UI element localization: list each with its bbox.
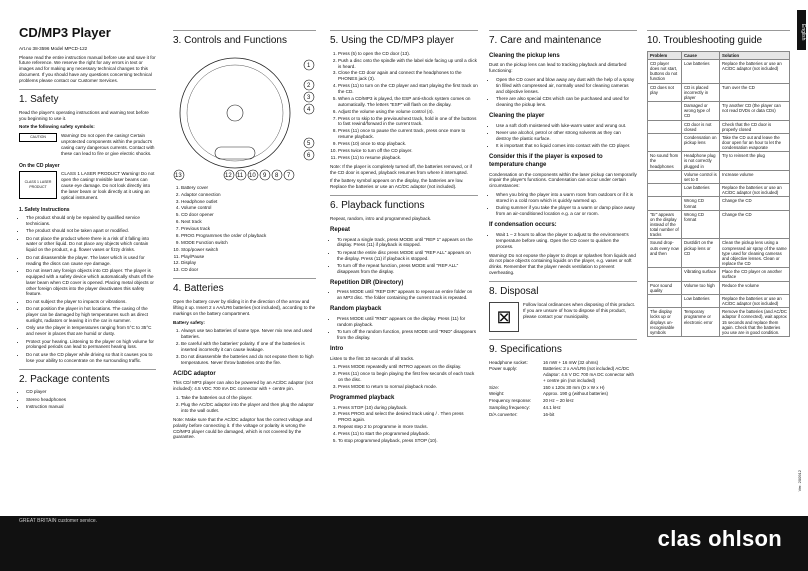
svg-text:3: 3 — [307, 94, 311, 101]
svg-text:7: 7 — [287, 172, 291, 179]
lens-list — [496, 77, 637, 108]
divider — [19, 89, 156, 90]
table-cell — [648, 268, 682, 281]
divider — [489, 339, 637, 340]
list-item: 3. Do not disassemble the batteries and do not expose them to high temperatures. Never throw batteries onto the fire. — [181, 354, 316, 366]
if-condensation-list — [496, 232, 637, 250]
list-item: • To repeat the entire disc press MODE until "REP ALL" appears on the display. Press (11) if playback is stopped. — [337, 250, 478, 262]
list-item: 3. Close the CD door again and connect the headphones to the PHONES jack (3). — [338, 70, 478, 82]
list-item: 3. Press MODE to return to normal playback mode. — [338, 384, 478, 390]
column-intro-safety — [19, 22, 156, 413]
random-list — [337, 316, 478, 341]
table-row — [648, 281, 790, 294]
spec-key: Size: — [489, 384, 500, 390]
caution-block — [19, 133, 156, 160]
table-row — [648, 152, 790, 170]
table-cell: Poor sound quality — [648, 281, 682, 294]
table-cell: Wrong CD format — [682, 197, 720, 210]
column-usage — [330, 22, 478, 447]
list-item: 10. Press twice to turn off the CD player. — [338, 148, 478, 154]
troubleshooting-heading: 10. Troubleshooting guide — [647, 35, 763, 46]
table-row — [648, 184, 790, 197]
divider — [173, 278, 316, 279]
table-cell: Damaged or wrong type of CD — [682, 102, 720, 120]
table-row — [648, 120, 790, 133]
table-row — [648, 102, 790, 120]
intro-paragraph: Listen to the first 10 seconds of all tracks. — [330, 355, 415, 361]
divider — [647, 30, 790, 31]
clean-list — [496, 123, 637, 150]
table-cell — [648, 102, 682, 120]
programmed-heading: Programmed playback — [330, 394, 395, 401]
list-item: • It is important that no liquid comes into contact with the CD player. — [496, 143, 637, 149]
label-heading: On the CD player — [19, 162, 60, 169]
language-tab: English — [797, 10, 806, 50]
doc-title: CD/MP3 Player — [19, 25, 111, 40]
table-cell: Place the CD player on another surface — [720, 268, 790, 281]
adaptor-list — [181, 395, 316, 414]
safety-paragraph: Read the player's operating instructions and warning text before you beginning to use it. — [19, 109, 149, 121]
repeat-list — [337, 237, 478, 275]
divider — [19, 369, 156, 370]
list-item: • Wait 1 – 2 hours to allow the player to adjust to the environment's temperature before using. Open the CD cover to quicken the process. — [496, 232, 637, 250]
table-cell: Reduce the volume — [720, 281, 790, 294]
divider — [330, 30, 478, 31]
table-row — [648, 133, 790, 151]
laser-text: CLASS 1 LASER PRODUCT Warning! Do not open the casing! Invisible laser beams can cause eye damage. Do not look directly into the laser beam or look directly at it using an optical instrument. — [61, 171, 155, 200]
list-item: 12. Display — [181, 260, 316, 266]
list-item: 4. Press (11) to turn on the CD player and start playing the first track on the CD. — [338, 83, 478, 95]
list-item: 8. PROG Programmes the order of playback — [181, 233, 316, 239]
spec-key: D/A converter: — [489, 411, 518, 417]
list-item: 9. MODE Function switch — [181, 240, 316, 246]
svg-text:5: 5 — [307, 140, 311, 147]
svg-text:12: 12 — [225, 172, 232, 179]
table-cell: Replace the batteries or use an AC/DC adaptor (not included) — [720, 294, 790, 307]
specs-grid — [489, 360, 637, 418]
playback-paragraph: Repeat, random, intro and programmed playback. — [330, 215, 432, 221]
list-item: • Protect your hearing. Listening to the player on high volume for prolonged periods can lead to permanent hearing loss. — [26, 339, 156, 351]
header-cell: Solution — [720, 51, 790, 59]
list-item: 4. Press (11) to start the programmed playback. — [338, 431, 478, 437]
list-item: • Press MODE until "RND" appears on the display. Press (11) for random playback. — [337, 316, 478, 328]
table-cell: The display locks up or displays un-recognisable symbols — [648, 308, 682, 337]
svg-text:1: 1 — [307, 62, 311, 69]
list-item: • Open the CD cover and blow away any dust with the help of a spray tin filled with compressed air, normally used for cleaning cameras and objective lenses. — [496, 77, 637, 95]
column-care — [489, 22, 637, 417]
list-item: • Do not use the CD player while driving so that it causes you to lose your ability to concentrate on the surrounding traffic. — [26, 352, 156, 364]
table-cell: CD door is not closed — [682, 120, 720, 133]
list-item: 11. Play/Pause — [181, 254, 316, 260]
table-cell: Wrong CD format — [682, 210, 720, 239]
playback-heading: 6. Playback functions — [330, 200, 425, 212]
instructions-heading: 1. Safety Instructions — [19, 206, 70, 213]
list-item: 2. Plug the AC/DC adaptor into the player and then plug the adaptor into the wall outlet. — [181, 402, 316, 414]
table-row — [648, 239, 790, 268]
troubleshooting-table — [647, 51, 790, 337]
svg-text:8: 8 — [275, 172, 279, 179]
list-item: 8. Press (11) once to pause the current track, press once more to resume playback. — [338, 128, 478, 140]
list-item: • During summer if you take the player to a warm or damp place away from an air-conditioned location e.g. a car or room. — [496, 205, 637, 217]
list-item: 1. Always use two batteries of same type. Never mix new and used batteries. — [181, 328, 316, 340]
svg-text:6: 6 — [307, 152, 311, 159]
random-heading: Random playback — [330, 306, 382, 313]
list-item: • Stereo headphones — [26, 397, 156, 403]
table-cell: Sound drop-outs every now and then — [648, 239, 682, 268]
list-item: 2. Be careful with the batteries' polarity. If one of the batteries is inserted incorrectly it can cause leakage. — [181, 341, 316, 353]
table-cell — [648, 170, 682, 183]
safety-heading: 1. Safety — [19, 93, 59, 105]
table-cell: "Er" appears on the display instead of the total number of tracks — [648, 210, 682, 239]
table-cell: Dust/dirt on the pickup lens or CD — [682, 239, 720, 268]
list-item: • Only use the player in temperatures ranging from 5°C to 35°C and never in places that are humid or dusty. — [26, 325, 156, 337]
list-item: • Use a soft cloth moistened with luke-warm water and wrung out. — [496, 123, 637, 129]
list-item: • CD player — [26, 389, 156, 395]
warning-paragraph: Warning! Do not expose the player to drops or splashes from liquids and do not place objects containing liquids on the player, e.g. vases or soft drinks. Remember that the player needs ventilation to prevent overheating. — [489, 252, 636, 276]
column-controls — [173, 22, 316, 443]
spec-value: 16 mW + 16 mW (32 ohms) — [543, 359, 599, 365]
list-item: 9. Press (10) once to stop playback. — [338, 141, 478, 147]
table-cell: Increase volume — [720, 170, 790, 183]
list-item: 1. Press MODE repeatedly until INTRO appears on the display. — [338, 364, 478, 370]
list-item: 5. CD door opener — [181, 212, 316, 218]
table-body — [648, 59, 790, 336]
condensation-heading: Consider this if the player is exposed to temperature change — [489, 154, 603, 168]
list-item: • Do not subject the player to impacts or vibrations. — [26, 299, 156, 305]
table-cell: Vibrating surface — [682, 268, 720, 281]
table-cell: Check that the CD door is properly closed — [720, 120, 790, 133]
table-cell: Change the CD — [720, 197, 790, 210]
wheelie-bin-icon: ⊠ — [489, 302, 519, 332]
list-item: 1. Press (5) to open the CD door (13). — [338, 51, 478, 57]
table-cell: Change the CD — [720, 210, 790, 239]
footer-bar — [0, 516, 808, 571]
list-item: 5. When a CD/MP3 is played, the ESP anti-shock system comes on automatically. The letters "ESP" will flash on the display. — [338, 96, 478, 108]
table-header-row — [648, 51, 790, 59]
list-item: • Never use alcohol, petrol or other strong solvents as they can destroy the plastic surface. — [496, 130, 637, 142]
table-cell: Low batteries — [682, 294, 720, 307]
list-item: 3. Headphone outlet — [181, 199, 316, 205]
spec-key: Power supply: — [489, 366, 518, 372]
list-item: • Press MODE until "REP DIR" appears to repeat an entire folder on an MP3 disc. The folder containing the current track is repeated. — [337, 289, 478, 301]
list-item: • To turn off the random function, press MODE until "RND" disappears from the display. — [337, 329, 478, 341]
contact-text: GREAT BRITAIN customer service. — [19, 518, 98, 524]
table-cell: Take the CD out and leave the door open for an hour to let the condensation evaporate — [720, 133, 790, 151]
caution-text: Warning! Do not open the casing! Certain unprotected components within the product's casing carry dangerous currents. Contact with these can lead to fire or give electric shocks. — [61, 133, 155, 156]
adaptor-note: Note: Make sure that the AC/DC adaptor has the correct voltage and polarity before connecting it. If the voltage or polarity is wrong the CD/MP3 player could be damaged, which is not covered by the guarantee. — [173, 416, 313, 440]
list-item: 3. Repeat step 2 to programme in more tracks. — [338, 424, 478, 430]
spec-key: Weight: — [489, 391, 505, 397]
usage-note: Note: If the player is completely turned off, the batteries removed, or if the CD door is opened, playback resumes from where it interrupted. — [330, 163, 472, 175]
list-item: 4. Volume control — [181, 205, 316, 211]
laser-label-icon: CLASS 1 LASER PRODUCT — [19, 171, 57, 199]
svg-text:10: 10 — [249, 172, 256, 179]
list-item: • Do not place the product where there is a risk of it falling into water or other liquid. Do not place any objects which contain liquid on the product, e.g. flower vases or fizzy drinks. — [26, 236, 156, 254]
list-item: 2. Press PROG and select the desired track using / . Then press PROG again. — [338, 411, 478, 423]
list-item: 11. Press (11) to resume playback. — [338, 155, 478, 161]
header-cell: Problem — [648, 51, 682, 59]
list-item: 1. Battery cover — [181, 185, 316, 191]
intro-paragraph: Please read the entire instruction manual before use and save it for future reference. We reserve the right for any errors in text or images and for making any necessary technical changes to this document. If you should have any questions concerning technical problems please contact our Customer Services. — [19, 54, 156, 83]
svg-text:13: 13 — [175, 172, 182, 179]
table-cell: Replace the batteries or use an AC/DC adaptor (not included) — [720, 59, 790, 83]
table-cell: Low batteries — [682, 184, 720, 197]
lens-paragraph: Dust on the pickup lens can lead to tracking playback and disturbed functioning: — [489, 62, 627, 74]
safety-note: Note the following safety symbols: — [19, 124, 95, 130]
list-item: • There are also special CDs which can be purchased and used for cleaning the pickup lens. — [496, 96, 637, 108]
table-cell: Temporary programme or electronic error — [682, 308, 720, 337]
table-cell: Replace the batteries or use an AC/DC adaptor (not included) — [720, 184, 790, 197]
table-cell: Volume too high — [682, 281, 720, 294]
specs-heading: 9. Specifications — [489, 343, 562, 355]
disposal-paragraph: Follow local ordinances when disposing of this product. If you are unsure of how to dispose of this product, please contact your municipality. — [523, 301, 636, 319]
table-cell: CD is placed incorrectly in player — [682, 83, 720, 101]
condensation-paragraph: Condensation on the components within the laser pickup can temporarily impair the player's functions. Condensation can occur under certain circumstances: — [489, 171, 637, 189]
intro-heading: Intro — [330, 345, 344, 352]
table-cell: Volume control is set to 0 — [682, 170, 720, 183]
list-item: 2. Press (11) once to begin playing the first few seconds of each track on the disc. — [338, 371, 478, 383]
list-item: • To repeat a single track, press MODE until "REP 1" appears on the display. Press (11) if playback is stopped. — [337, 237, 478, 249]
table-cell — [648, 197, 682, 210]
article-number: Art.no 38-3596 Model MPCD-122 — [19, 45, 88, 51]
spec-key: Frequency response: — [489, 398, 532, 404]
spec-value: 44.1 kHz — [543, 404, 561, 410]
table-cell: Turn over the CD — [720, 83, 790, 101]
table-cell — [648, 294, 682, 307]
table-cell: CD does not play — [648, 83, 682, 101]
adaptor-heading: AC/DC adaptor — [173, 370, 216, 377]
programmed-list — [338, 405, 478, 444]
battery-list — [181, 328, 316, 365]
table-cell — [648, 184, 682, 197]
directory-heading: Repetition DIR (Directory) — [330, 279, 404, 286]
package-heading: 2. Package contents — [19, 373, 110, 385]
spec-key: Headphone socket: — [489, 359, 528, 365]
package-list — [26, 389, 156, 410]
table-cell — [648, 120, 682, 133]
table-cell: CD player does not start, buttons do not function — [648, 59, 682, 83]
batteries-paragraph: Open the battery cover by sliding it in the direction of the arrow and lifting it up. Insert 2 x AA/LR6 batteries (not included), according to the markings on the battery compartment. — [173, 298, 316, 316]
list-item: 1. Take the batteries out of the player. — [181, 395, 316, 401]
header-cell: Cause — [682, 51, 720, 59]
list-item: 7. Previous track — [181, 226, 316, 232]
spec-value: 20 Hz – 20 kHz — [543, 398, 574, 404]
column-troubleshooting — [647, 22, 790, 337]
list-item: 6. Next track — [181, 219, 316, 225]
usage-heading: 5. Using the CD/MP3 player — [330, 35, 454, 46]
usage-list — [338, 51, 478, 161]
safety-list — [26, 215, 156, 364]
list-item: • The product should not be taken apart or modified. — [26, 228, 156, 234]
table-cell: Try another CD (the player can not read DVDs or data CDs) — [720, 102, 790, 120]
table-cell: Remove the batteries (and AC/DC adaptor if connected), wait approx 15 seconds and replace them again. Check that the batteries you use are in good condition. — [720, 308, 790, 337]
brand-logo: clas ohlson — [657, 526, 782, 551]
list-item: • To turn off the repeat function, press MODE until "REP ALL" disappears from the display. — [337, 263, 478, 275]
table-row — [648, 59, 790, 83]
clean-heading: Cleaning the player — [489, 113, 545, 120]
divider — [330, 195, 478, 196]
list-item: 6. Adjust the volume using the volume control (4). — [338, 109, 478, 115]
list-item: 1. Press STOP (10) during playback. — [338, 405, 478, 411]
svg-text:4: 4 — [307, 106, 311, 113]
list-item: 7. Press or to skip to the previous/next track, hold in one of the buttons to fast rewind/forward in the current track. — [338, 116, 478, 128]
controls-heading: 3. Controls and Functions — [173, 35, 287, 46]
table-cell: Try to reinsert the plug — [720, 152, 790, 170]
laser-block — [19, 171, 156, 203]
condensation-list — [496, 192, 637, 217]
table-cell: Headphone plug is not correctly plugged in — [682, 152, 720, 170]
table-cell: Clean the pickup lens using a compressed air spray of the same type used for cleaning cameras and objective lenses. Clean or replace the CD — [720, 239, 790, 268]
divider — [489, 30, 637, 31]
svg-text:9: 9 — [263, 172, 267, 179]
battery-symbol-note: If the battery symbol appears on the display, the batteries are low. Replace the batteries or use an AC/DC adaptor (not included). — [330, 178, 464, 190]
spec-value: 16-bit — [543, 411, 555, 417]
spec-value: Batteries: 2 x AA/LR6 (not included) AC/DC Adaptor: 4.5 V DC 700 mA DC connector with + centre pin (not included) — [543, 366, 635, 383]
if-condensation-heading: If condensation occurs: — [489, 222, 557, 229]
battery-safety-label: Battery safety: — [173, 319, 205, 325]
version-label: Ver. 200912 — [797, 470, 802, 492]
table-row — [648, 294, 790, 307]
disposal-heading: 8. Disposal — [489, 286, 539, 298]
controls-list — [181, 185, 316, 273]
table-row — [648, 268, 790, 281]
table-row — [648, 83, 790, 101]
batteries-heading: 4. Batteries — [173, 283, 224, 295]
table-row — [648, 308, 790, 337]
care-heading: 7. Care and maintenance — [489, 35, 602, 46]
directory-list — [337, 289, 478, 301]
table-row — [648, 197, 790, 210]
intro-list — [338, 364, 478, 390]
spec-value: 150 x 120x 30 mm (D x W x H) — [543, 384, 605, 390]
spec-key: Sampling frequency: — [489, 404, 531, 410]
list-item: 5. To stop programmed playback, press STOP (10). — [338, 438, 478, 444]
svg-text:11: 11 — [237, 172, 244, 179]
table-cell: Low batteries — [682, 59, 720, 83]
lens-heading: Cleaning the pickup lens — [489, 52, 560, 59]
list-item: • When you bring the player into a warm room from outdoors or if it is stored in a cold room which is quickly warmed up. — [496, 192, 637, 204]
divider — [489, 281, 637, 282]
list-item: 10. Stop/power switch — [181, 247, 316, 253]
list-item: 13. CD door — [181, 267, 316, 273]
divider — [173, 30, 316, 31]
table-cell: Condensation on pickup lens — [682, 133, 720, 151]
player-diagram — [173, 51, 316, 181]
disposal-block — [489, 301, 637, 327]
cd-player-illustration — [173, 51, 316, 181]
adaptor-paragraph: This CD/ MP3 player can also be powered by an AC/DC adaptor (not included): 4.5 VDC 700 mA DC connector with + centre pin. — [173, 380, 313, 392]
list-item: • Do not position the player in hot locations. The casing of the player can be damaged by high temperatures such as direct sunlight, radiators or leaving it in the car in summer. — [26, 306, 156, 324]
spec-value: Approx. 190 g (without batteries) — [543, 391, 609, 397]
list-item: 2. Push a disc onto the spindle with the label side facing up until a click is heard. — [338, 58, 478, 70]
repeat-heading: Repeat — [330, 226, 351, 233]
table-cell: No sound from the headphones — [648, 152, 682, 170]
list-item: • Do not insert any foreign objects into CD player. The player is equipped with a safety device which automatically shuts off the laser beam when CD cover is opened. Placing metal objects or other foreign objects into the player deactivates this safety feature. — [26, 268, 156, 297]
table-row — [648, 210, 790, 239]
list-item: 2. Adaptor connection — [181, 192, 316, 198]
list-item: • Do not disassemble the player. The laser which is used for reading the discs can cause eye damage. — [26, 255, 156, 267]
table-row — [648, 170, 790, 183]
list-item: • Instruction manual — [26, 404, 156, 410]
svg-text:2: 2 — [307, 82, 311, 89]
table-cell — [648, 133, 682, 151]
caution-icon: CAUTION — [19, 133, 57, 141]
list-item: • The product should only be repaired by qualified service technicians. — [26, 215, 156, 227]
